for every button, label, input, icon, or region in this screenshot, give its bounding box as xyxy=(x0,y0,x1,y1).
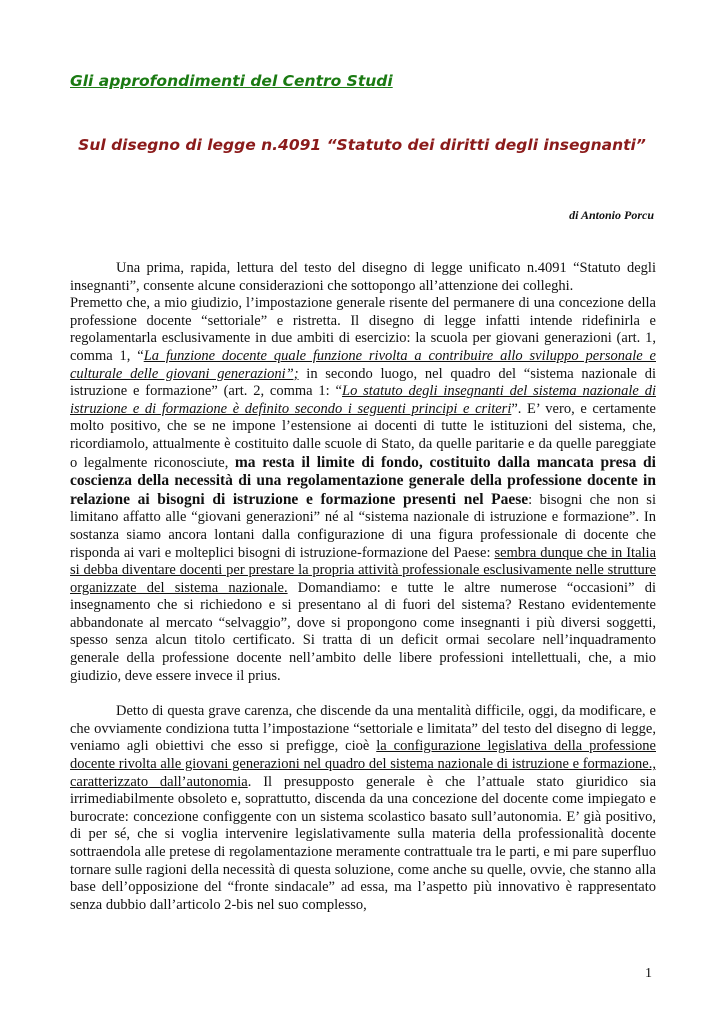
objectives-underlined-statement: la configurazione legislativa della professione docente rivolta alle giovani generazioni nel quadro del sistema nazionale di istruzione e formazione., caratterizzato dall’autonomia xyxy=(70,738,656,790)
paragraph-intro xyxy=(70,260,656,295)
page-number: 1 xyxy=(645,966,652,981)
premise-text-4: : bisogni che non si limitano affatto alle “giovani generazioni” né al “sistema nazionale di istruzione e formazione”. In sostanza siamo ancora lontani dalla configurazione di una figura professionale di docente che risponda ai vari e molteplici bisogni di istruzione-formazione del Paese: xyxy=(70,491,656,561)
document-body xyxy=(70,260,656,914)
premise-quote-1: La funzione docente quale funzione rivolta a contribuire allo sviluppo personale e culturale delle giovani generazioni”; xyxy=(70,347,656,382)
paragraph-objectives xyxy=(70,703,656,914)
premise-text-5: Domandiamo: e tutte le altre numerose “occasioni” di insegnamento che si richiedono e si presentano al di fuori del sistema? Restano evidentemente abbandonate al mercato “selvaggio”, dove si propongono come insegnanti i più diversi soggetti, spesso senza alcun titolo certificato. Si tratta di un deficit ormai secolare nell’inquadramento generale della professione docente nell’ambito delle libere professioni intellettuali, che, a mio giudizio, deve essere invece il prius. xyxy=(70,579,656,684)
header-title: Gli approfondimenti del Centro Studi xyxy=(70,72,393,90)
premise-text-2: in secondo luogo, nel quadro del “sistema nazionale di istruzione e formazione” (art. 2, comma 1: “ xyxy=(70,365,656,400)
premise-underlined-statement: sembra dunque che in Italia si debba diventare docenti per prestare la propria attività professionale esclusivamente nelle strutture organizzate del sistema nazionale. xyxy=(70,544,657,596)
objectives-text-1: Detto di questa grave carenza, che discende da una mentalità difficile, oggi, da modificare, e che ovviamente condiziona tutta l’impostazione “settoriale e limitata” del testo del disegno di legge, veniamo agli obiettivi che esso si prefigge, cioè xyxy=(70,703,656,755)
author-byline: di Antonio Porcu xyxy=(569,208,654,222)
objectives-text-2: . Il presupposto generale è che l’attuale stato giuridico sia irrimediabilmente obsoleto e, soprattutto, discenda da una concezione del docente come impiegato e burocrate: concezione configgente con un sistema scolastico basato sull’autonomia. E’ già positivo, di per sé, che si voglia intervenire legislativamente sulla materia della professionalità docente sottraendola alle pretese di regolamentazione meramente contrattuale tra le parti, e mi pare superfluo tornare sulle ragioni della necessità di questa soluzione, come anche su quelle, ovvie, che stanno alla base dell’opposizione del “fronte sindacale” ad essa, ma l’aspetto più innovativo è rappresentato senza dubbio dall’articolo 2-bis nel suo complesso, xyxy=(70,773,657,913)
paragraph-intro-text: Una prima, rapida, lettura del testo del disegno di legge unificato n.4091 “Statuto degli insegnanti”, consente alcune considerazioni che sottopongo all’attenzione dei colleghi. xyxy=(70,260,656,294)
premise-text-3: ”. E’ vero, e certamente molto positivo, che se ne impone l’estensione ai docenti di tutte le istituzioni del sistema, che, ricordiamolo, attualmente è costituito dalle scuole di Stato, da quelle paritarie e da quelle pareggiate o legalmente riconosciute, xyxy=(70,400,656,471)
premise-quote-2: Lo statuto degli insegnanti del sistema nazionale di istruzione e di formazione è definito secondo i seguenti principi e criteri xyxy=(70,383,656,417)
paragraph-premise xyxy=(70,295,656,685)
document-title: Sul disegno di legge n.4091 “Statuto dei diritti degli insegnanti” xyxy=(78,136,646,154)
premise-text-1: Premetto che, a mio giudizio, l’impostazione generale risente del permanere di una concezione della professione docente “settoriale” e ristretta. Il disegno di legge infatti intende ridefinirla e regolamentarla esclusivamente in due ambiti di esercizio: la scuola per giovani generazioni (art. 1, comma 1, “ xyxy=(70,295,656,364)
premise-bold-statement: ma resta il limite di fondo, costituito dalla mancata presa di coscienza della necessità di una regolamentazione generale della professione docente in relazione ai bisogni di istruzione e formazione presenti nel Paese xyxy=(70,453,656,508)
